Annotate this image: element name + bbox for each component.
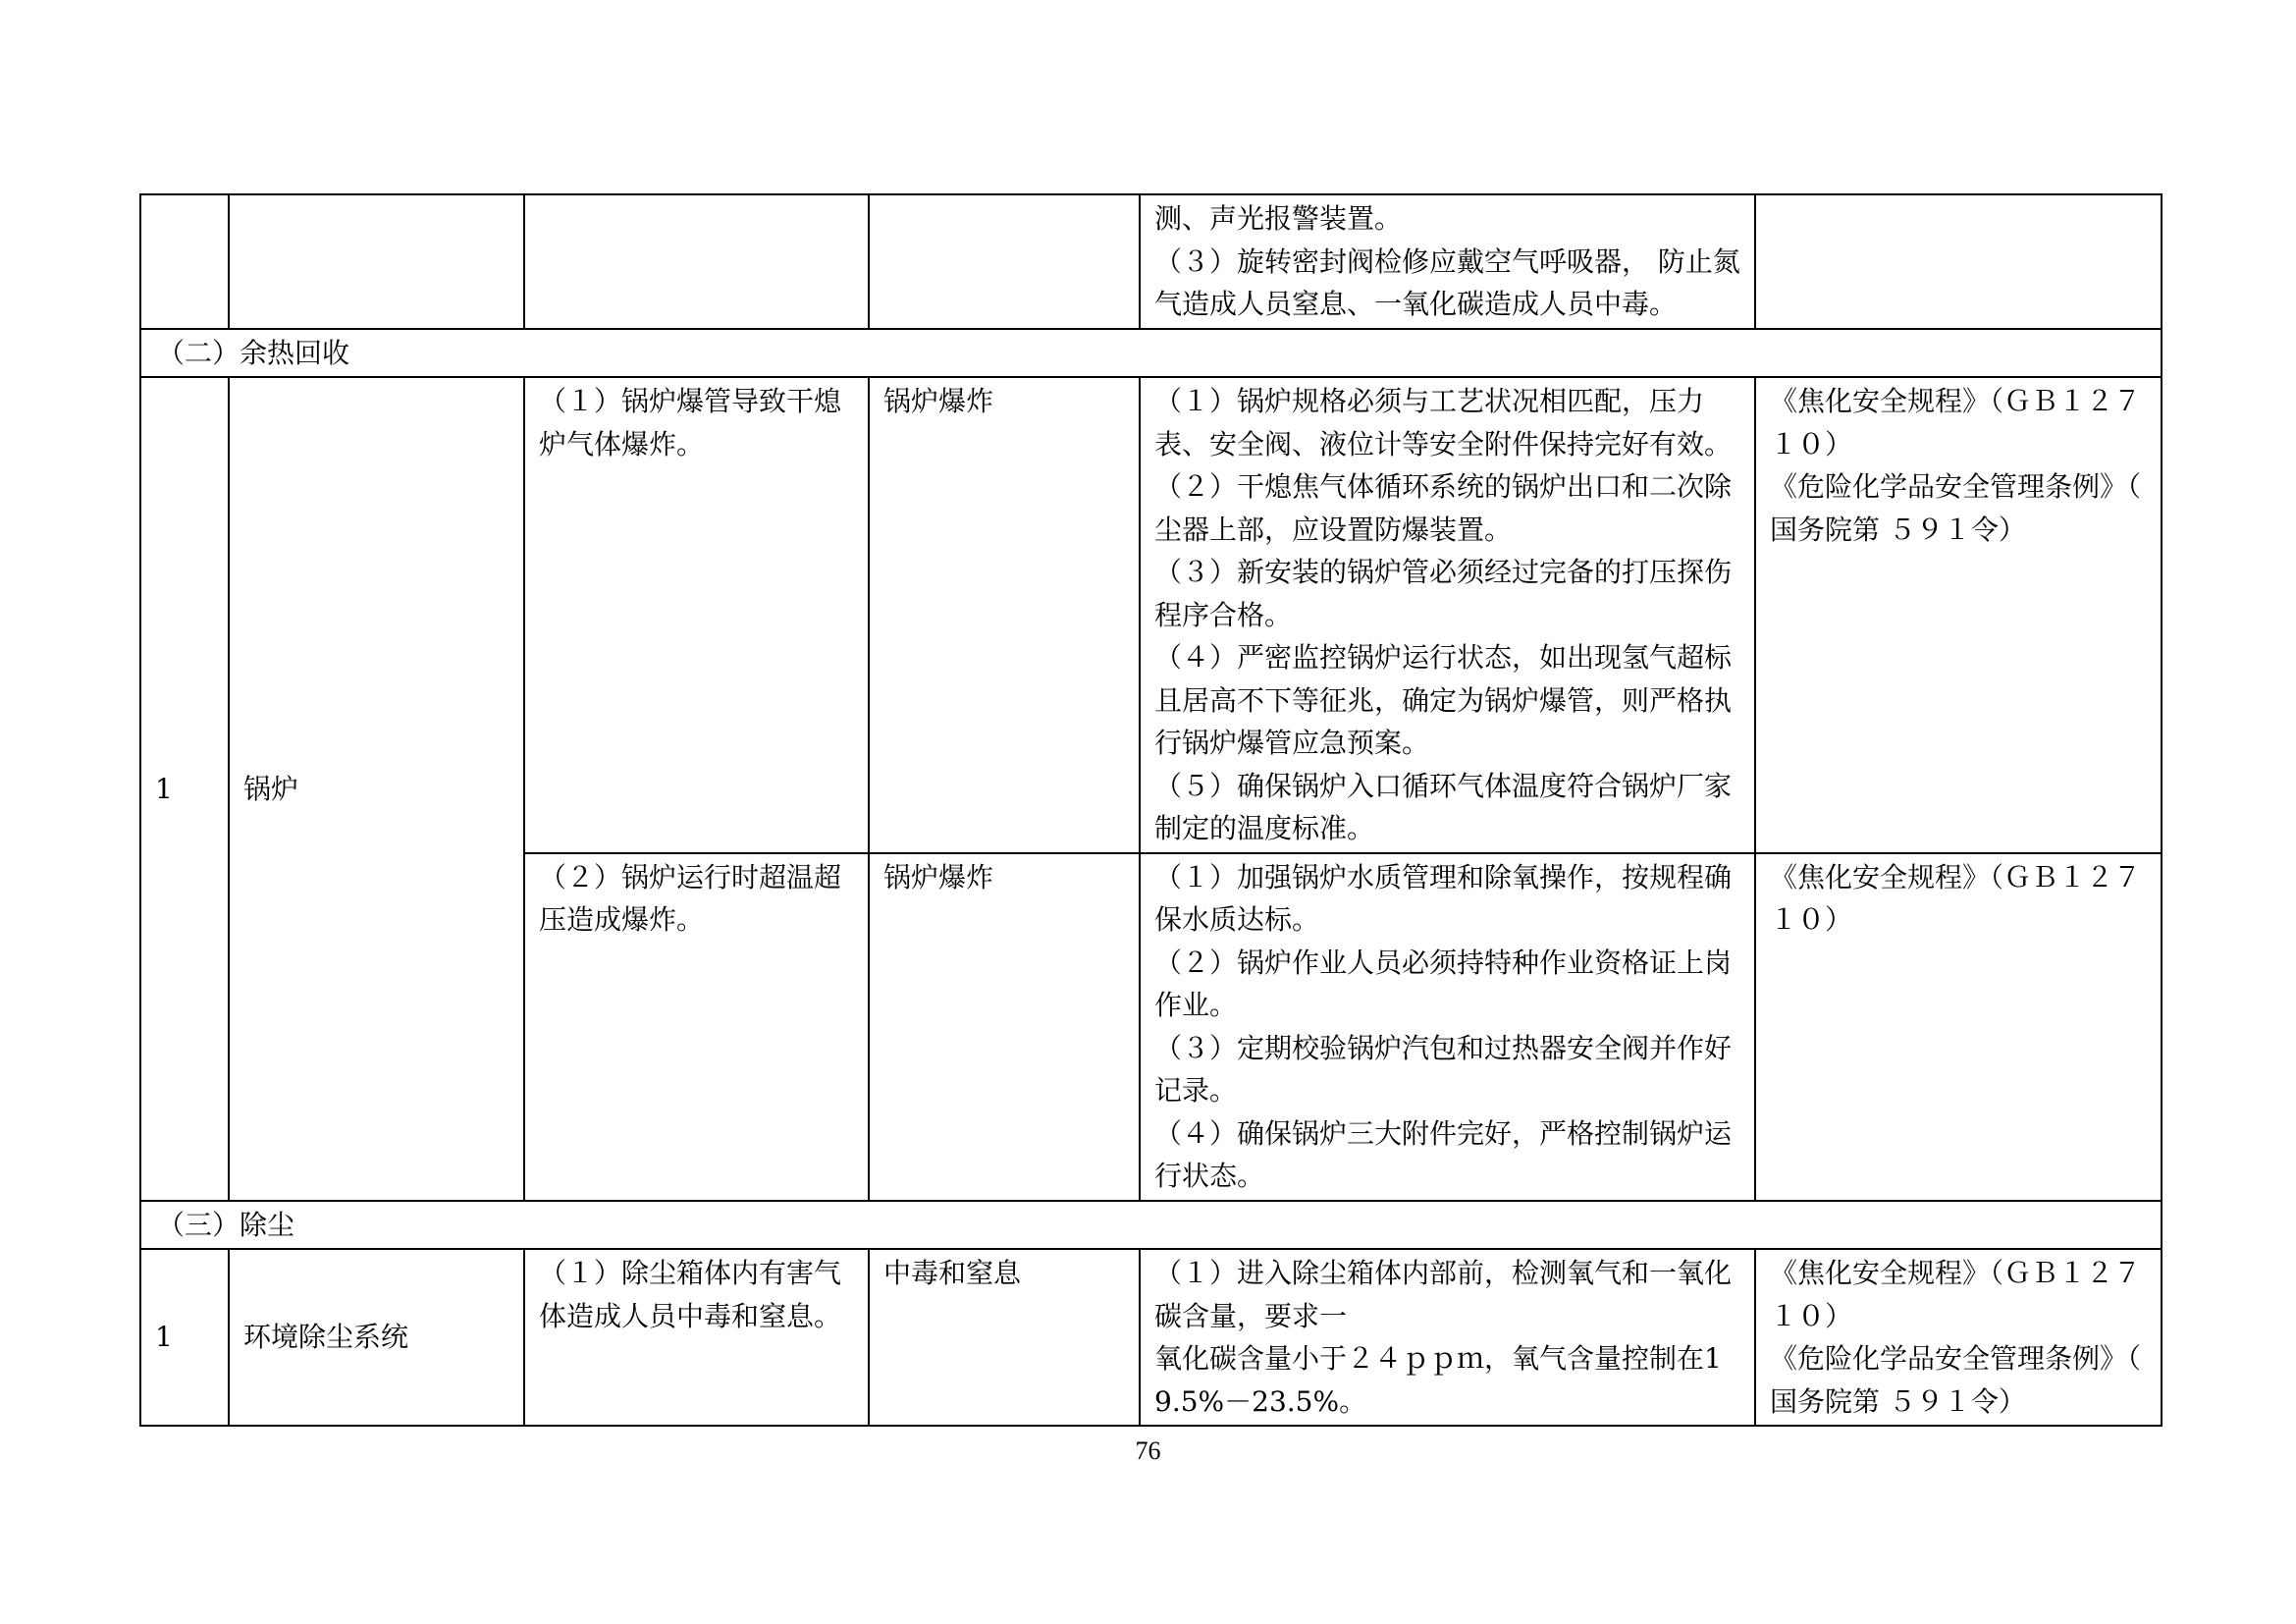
number-cell: 1 bbox=[140, 1249, 229, 1426]
measure-text: 氧化碳含量小于２４ｐｐｍ，氧气含量控制在19.5%－23.5%。 bbox=[1154, 1342, 1722, 1418]
measure-text: （３）旋转密封阀检修应戴空气呼吸器， 防止氮气造成人员窒息、一氧化碳造成人员中毒。 bbox=[1154, 244, 1740, 320]
equipment-cell: 环境除尘系统 bbox=[229, 1249, 524, 1426]
measures-cell bbox=[1140, 377, 1755, 853]
regulation-reference: 《焦化安全规程》（ＧＢ１２７１０） bbox=[1770, 860, 2142, 936]
hazard-control-table bbox=[139, 193, 2163, 1427]
section-header-row bbox=[140, 329, 2162, 378]
equipment-cell: 锅炉 bbox=[229, 377, 524, 1201]
section-title: （二）余热回收 bbox=[140, 329, 2162, 378]
measure-text: （４）严密监控锅炉运行状态，如出现氢气超标且居高不下等征兆，确定为锅炉爆管，则严格执行锅炉爆管应急预案。 bbox=[1154, 641, 1733, 759]
regulation-reference: 《焦化安全规程》（ＧＢ１２７１０） bbox=[1770, 385, 2142, 460]
measure-text: （４）确保锅炉三大附件完好，严格控制锅炉运行状态。 bbox=[1154, 1116, 1733, 1192]
consequence-cell: 锅炉爆炸 bbox=[869, 377, 1140, 853]
measures-cell bbox=[1140, 194, 1755, 329]
hazard-cause-cell bbox=[524, 194, 869, 329]
measure-text: （３）新安装的锅炉管必须经过完备的打压探伤程序合格。 bbox=[1154, 556, 1733, 631]
measure-text: （１）锅炉规格必须与工艺状况相匹配，压力表、安全阀、液位计等安全附件保持完好有效。 bbox=[1154, 385, 1733, 460]
measure-text: （１）进入除尘箱体内部前，检测氧气和一氧化碳含量，要求一 bbox=[1154, 1257, 1733, 1332]
measure-text: （５）确保锅炉入口循环气体温度符合锅炉厂家制定的温度标准。 bbox=[1154, 769, 1733, 844]
hazard-cause-cell: （１）锅炉爆管导致干熄炉气体爆炸。 bbox=[524, 377, 869, 853]
number-cell bbox=[140, 194, 229, 329]
basis-cell bbox=[1755, 194, 2162, 329]
measure-text: 测、声光报警装置。 bbox=[1154, 202, 1403, 235]
regulation-reference: 《危险化学品安全管理条例》（ 国务院第 ５９１令） bbox=[1770, 1342, 2142, 1418]
hazard-cause-cell: （２）锅炉运行时超温超压造成爆炸。 bbox=[524, 853, 869, 1201]
measure-text: （３）定期校验锅炉汽包和过热器安全阀并作好记录。 bbox=[1154, 1031, 1733, 1107]
regulation-reference: 《焦化安全规程》（ＧＢ１２７１０） bbox=[1770, 1257, 2142, 1332]
table-row bbox=[140, 1249, 2162, 1426]
table-row bbox=[140, 194, 2162, 329]
consequence-cell: 锅炉爆炸 bbox=[869, 853, 1140, 1201]
page-number: 76 bbox=[1135, 1436, 1161, 1465]
section-header-row bbox=[140, 1201, 2162, 1250]
measure-text: （２）干熄焦气体循环系统的锅炉出口和二次除尘器上部，应设置防爆装置。 bbox=[1154, 470, 1733, 546]
measure-text: （１）加强锅炉水质管理和除氧操作，按规程确保水质达标。 bbox=[1154, 860, 1733, 936]
measures-cell bbox=[1140, 853, 1755, 1201]
basis-cell bbox=[1755, 377, 2162, 853]
equipment-cell bbox=[229, 194, 524, 329]
hazard-cause-cell: （１）除尘箱体内有害气体造成人员中毒和窒息。 bbox=[524, 1249, 869, 1426]
measures-cell bbox=[1140, 1249, 1755, 1426]
basis-cell bbox=[1755, 853, 2162, 1201]
consequence-cell bbox=[869, 194, 1140, 329]
number-cell: 1 bbox=[140, 377, 229, 1201]
table-row bbox=[140, 377, 2162, 853]
section-title: （三）除尘 bbox=[140, 1201, 2162, 1250]
basis-cell bbox=[1755, 1249, 2162, 1426]
regulation-reference: 《危险化学品安全管理条例》（ 国务院第 ５９１令） bbox=[1770, 470, 2142, 546]
measure-text: （２）锅炉作业人员必须持特种作业资格证上岗作业。 bbox=[1154, 946, 1733, 1021]
consequence-cell: 中毒和窒息 bbox=[869, 1249, 1140, 1426]
